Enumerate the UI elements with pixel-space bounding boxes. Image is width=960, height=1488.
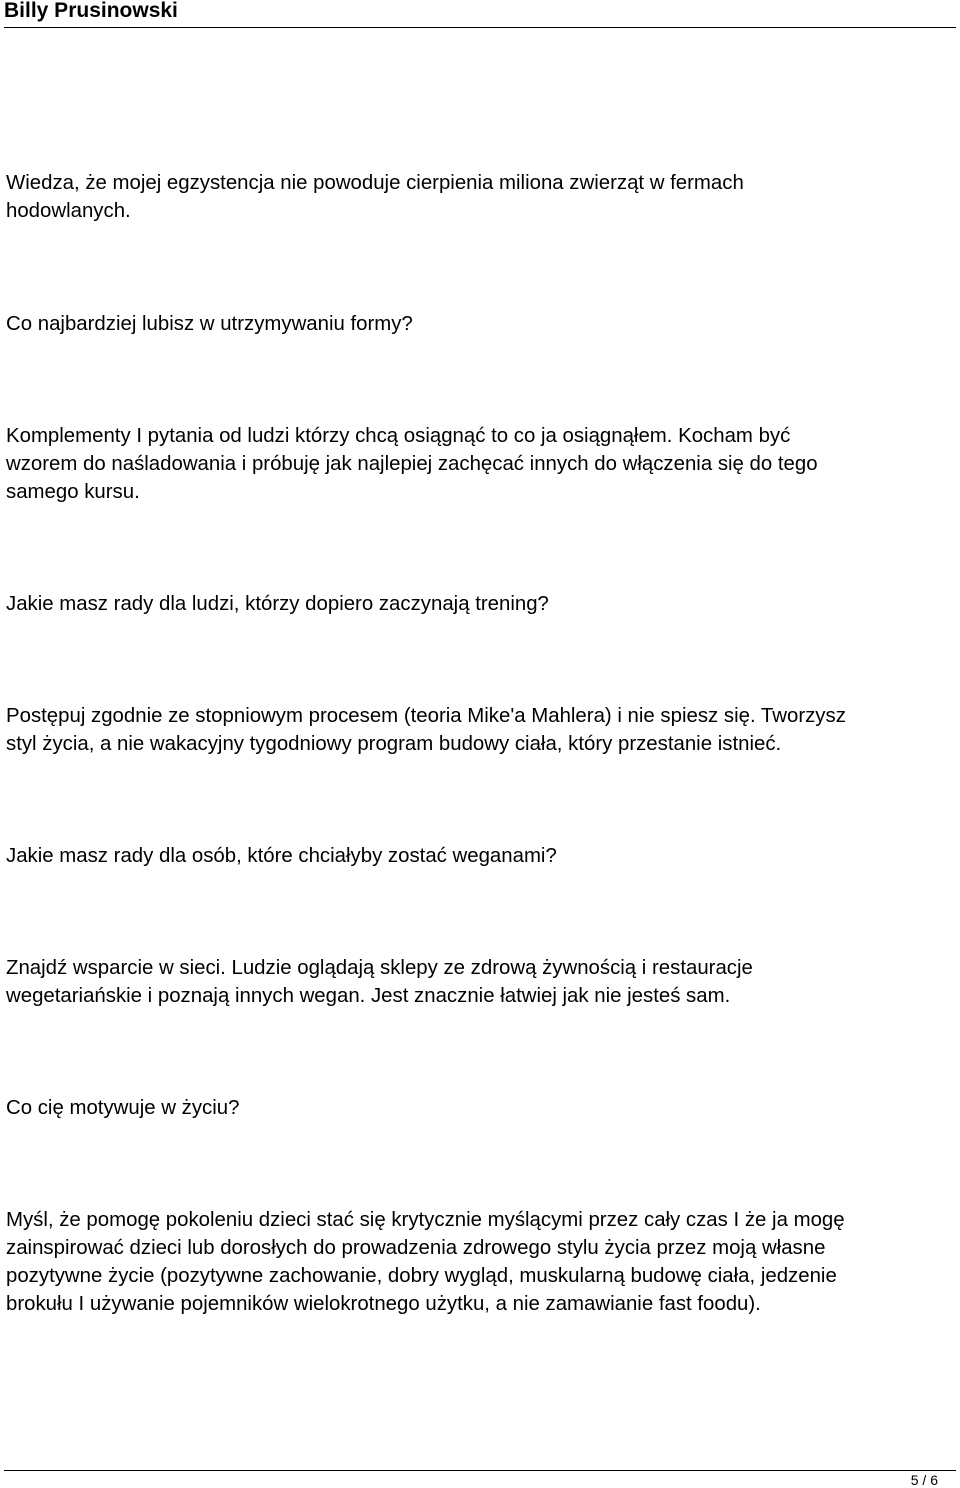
text-line: Wiedza, że mojej egzystencja nie powoduje cierpienia miliona zwierząt w fermach (6, 172, 744, 194)
question-paragraph (6, 1094, 951, 1122)
question-paragraph (6, 590, 951, 618)
text-line: Myśl, że pomogę pokoleniu dzieci stać się krytycznie myślącymi przez cały czas I że ja mogę (6, 1209, 845, 1231)
answer-paragraph (6, 422, 951, 506)
text-line: Postępuj zgodnie ze stopniowym procesem (teoria Mike'a Mahlera) i nie spiesz się. Tworzysz (6, 705, 846, 727)
text-line: pozytywne życie (pozytywne zachowanie, dobry wygląd, muskularną budowę ciała, jedzenie (6, 1265, 837, 1287)
text-line: zainspirować dzieci lub dorosłych do prowadzenia zdrowego stylu życia przez moją własne (6, 1237, 826, 1259)
footer-divider (4, 1470, 956, 1471)
answer-paragraph (6, 1206, 951, 1318)
header-divider (4, 27, 956, 28)
question-paragraph (6, 842, 951, 870)
text-line: samego kursu. (6, 481, 140, 503)
header-title: Billy Prusinowski (4, 0, 178, 22)
text-line: Komplementy I pytania od ludzi którzy chcą osiągnąć to co ja osiągnąłem. Kocham być (6, 425, 791, 447)
text-line: styl życia, a nie wakacyjny tygodniowy program budowy ciała, który przestanie istnieć. (6, 733, 782, 755)
text-line: wegetariańskie i poznają innych wegan. Jest znacznie łatwiej jak nie jesteś sam. (6, 985, 731, 1007)
answer-paragraph (6, 702, 951, 758)
text-line: Co cię motywuje w życiu? (6, 1097, 240, 1119)
text-line: Znajdź wsparcie w sieci. Ludzie oglądają sklepy ze zdrową żywnością i restauracje (6, 957, 753, 979)
answer-paragraph (6, 169, 951, 225)
text-line: wzorem do naśladowania i próbuję jak najlepiej zachęcać innych do włączenia się do tego (6, 453, 818, 475)
text-line: Co najbardziej lubisz w utrzymywaniu formy? (6, 313, 413, 335)
text-line: Jakie masz rady dla osób, które chciałyby zostać weganami? (6, 845, 557, 867)
question-paragraph (6, 310, 951, 338)
answer-paragraph (6, 954, 951, 1010)
page-number: 5 / 6 (910, 1472, 938, 1488)
text-line: brokułu I używanie pojemników wielokrotnego użytku, a nie zamawianie fast foodu). (6, 1293, 761, 1315)
text-line: Jakie masz rady dla ludzi, którzy dopiero zaczynają trening? (6, 593, 549, 615)
text-line: hodowlanych. (6, 200, 131, 222)
